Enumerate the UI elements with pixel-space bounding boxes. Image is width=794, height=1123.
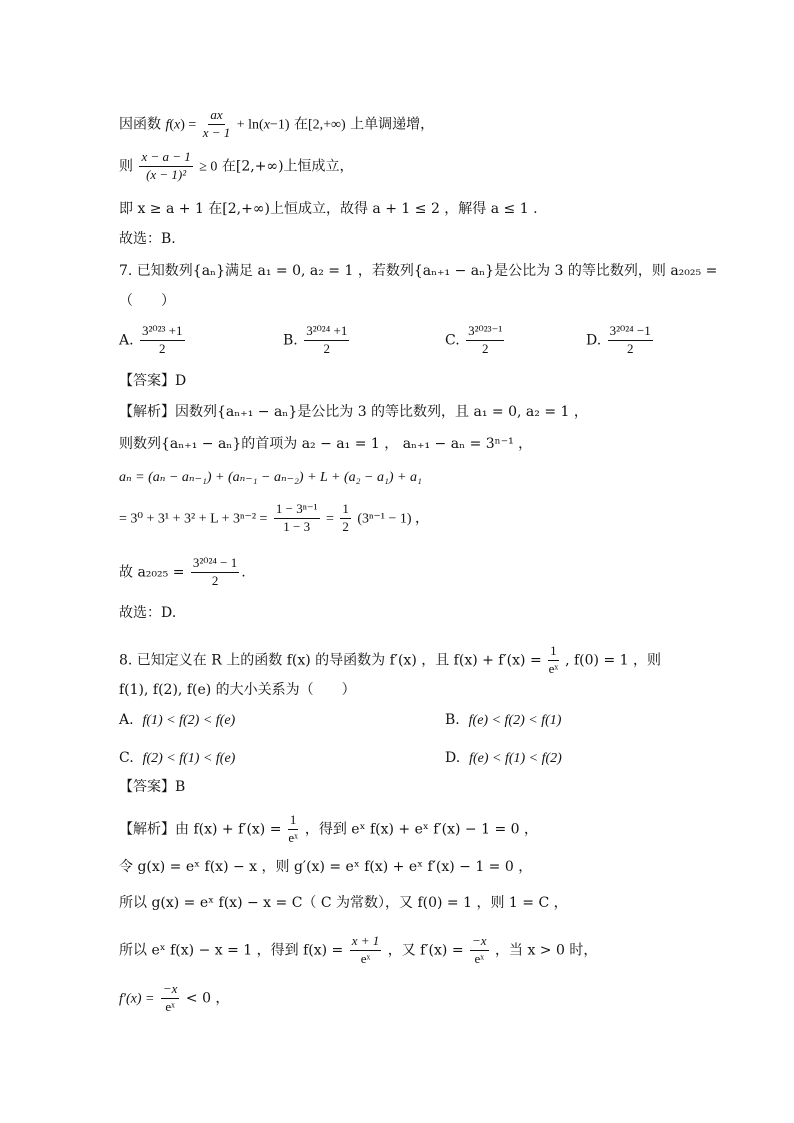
frac [288, 813, 299, 846]
letter: B. [283, 332, 298, 349]
math: ( [169, 117, 175, 133]
num: x + 1 [350, 934, 382, 951]
text: 因数列{aₙ₊₁ − aₙ}是公比为 3 的等比数列，且 a₁ = 0, a₂ = 1 ， [175, 404, 588, 420]
den: 1 − 3 [283, 518, 311, 534]
text: ，得到 eˣ f(x) + eˣ f′(x) − 1 = 0 ， [304, 821, 538, 838]
text: f′(x) = [119, 991, 155, 1007]
den: eˣ [548, 660, 559, 676]
num: −x [161, 982, 180, 999]
math: x [174, 117, 181, 133]
label: 【答案】 [119, 779, 175, 795]
text: < 0 ， [185, 990, 230, 1007]
q7-analysis-3: aₙ = (aₙ − aₙ₋₁) + (aₙ₋₁ − aₙ₋₂) + L + (a₂ − a₁) + a₁ [119, 470, 422, 485]
q7-answer [119, 374, 186, 388]
frac [140, 324, 185, 357]
text: 上单调递增， [350, 116, 435, 133]
text: 所以 eˣ f(x) − x = 1 ，得到 f(x) = [119, 942, 344, 959]
fraction-ax [203, 108, 231, 141]
num: 1 [548, 644, 559, 661]
den: 2 [626, 340, 634, 356]
text: 8. 已知定义在 R 上的函数 f(x) 的导函数为 f′(x) ，且 f(x) + f′(x) = [119, 652, 542, 669]
den: 2 [159, 340, 166, 356]
letter: A. [119, 332, 134, 349]
q7-conclusion: 故选：D. [119, 605, 177, 621]
frac [191, 556, 239, 589]
letter: A. [119, 712, 134, 728]
text: . [241, 564, 246, 581]
q7-blank: （ ） [119, 293, 175, 309]
q8-stem-2: f(1), f(2), f(e) 的大小关系为（ ） [119, 682, 356, 698]
frac [350, 934, 382, 967]
label: 【解析】 [119, 404, 175, 420]
text: , f(0) = 1 ，则 [565, 652, 661, 669]
num: 3²⁰²³ +1 [140, 324, 185, 341]
letter: C. [445, 332, 460, 349]
den: x − 1 [202, 124, 231, 140]
value: B [175, 779, 186, 795]
letter: D. [586, 332, 602, 349]
text: 故 a₂₀₂₅ = [119, 564, 185, 581]
num: 1 [288, 813, 299, 830]
q7-analysis-1 [119, 405, 588, 419]
letter: D. [445, 750, 461, 766]
text: f(2) < f(1) < f(e) [142, 751, 236, 766]
math: x [263, 117, 270, 133]
fraction-condition [139, 150, 192, 183]
math: + ln( [236, 117, 264, 133]
num: 3²⁰²⁴ −1 [608, 324, 653, 341]
q7-option-a [119, 324, 187, 357]
num: ax [208, 108, 224, 125]
text: ，又 f′(x) = [387, 942, 464, 959]
den: 2 [342, 518, 349, 534]
frac [466, 324, 504, 357]
value: D [175, 373, 187, 389]
prev-line-1 [119, 108, 434, 141]
q8-option-a [119, 713, 235, 728]
frac [274, 502, 320, 535]
num: 1 [340, 502, 351, 519]
letter: C. [119, 750, 134, 766]
text: ，当 x > 0 时， [495, 942, 598, 959]
num: 3²⁰²³⁻¹ [466, 324, 504, 341]
q8-analysis-4 [119, 934, 597, 967]
q8-analysis-5 [119, 982, 229, 1015]
q7-option-d [586, 324, 655, 357]
frac [548, 644, 559, 677]
label: 【解析】 [119, 821, 175, 838]
math-fx: f [165, 117, 170, 133]
math: = [326, 511, 334, 527]
math: ≥ 0 [199, 159, 218, 175]
q7-option-c [445, 324, 506, 357]
text: 由 f(x) + f′(x) = [175, 821, 282, 838]
frac [608, 324, 653, 357]
prev-conclusion: 故选：B. [119, 231, 176, 247]
den: eˣ [360, 950, 371, 966]
den: (x − 1)² [146, 166, 187, 182]
text: f(e) < f(2) < f(1) [468, 713, 562, 728]
text: 在 [293, 116, 308, 133]
math: [2,+∞) [307, 117, 346, 133]
den: 2 [481, 340, 489, 356]
den: 2 [323, 340, 331, 356]
text: f(e) < f(1) < f(2) [469, 751, 562, 766]
q8-option-c [119, 751, 235, 766]
frac [161, 982, 180, 1015]
text: 在[2,+∞)上恒成立， [221, 158, 354, 175]
q7-option-b [283, 324, 351, 357]
q8-analysis-2: 令 g(x) = eˣ f(x) − x ，则 g′(x) = eˣ f(x) + eˣ f′(x) − 1 = 0 ， [119, 859, 533, 875]
q8-stem-1 [119, 644, 661, 677]
text: f(1) < f(2) < f(e) [142, 713, 236, 728]
q7-stem: 7. 已知数列{aₙ}满足 a₁ = 0, a₂ = 1 ，若数列{aₙ₊₁ − aₙ}是公比为 3 的等比数列，则 a₂₀₂₅ = [119, 263, 718, 279]
text: 则 [119, 158, 133, 175]
q8-option-d [445, 751, 562, 766]
den: eˣ [165, 998, 175, 1014]
den: eˣ [288, 829, 298, 845]
den: eˣ [474, 950, 485, 966]
q7-analysis-2: 则数列{aₙ₊₁ − aₙ}的首项为 a₂ − a₁ = 1 ， aₙ₊₁ − aₙ = 3ⁿ⁻¹ ， [119, 436, 533, 452]
num: 1 − 3ⁿ⁻¹ [274, 502, 320, 519]
q8-analysis-1 [119, 813, 538, 846]
prev-line-3: 即 x ≥ a + 1 在[2,+∞)上恒成立，故得 a + 1 ≤ 2 ，解得 a ≤ 1 . [119, 201, 538, 217]
letter: B. [445, 712, 460, 728]
num: −x [470, 934, 489, 951]
math: −1) [269, 117, 290, 133]
math: ) = [180, 117, 197, 133]
prev-line-2 [119, 150, 354, 183]
text: = 3⁰ + 3¹ + 3² + L + 3ⁿ⁻² = [119, 511, 268, 527]
num: 3²⁰²⁴ − 1 [191, 556, 239, 573]
q7-analysis-5 [119, 556, 246, 589]
num: 3²⁰²⁴ +1 [304, 324, 349, 341]
q8-answer [119, 780, 185, 794]
q8-option-b [445, 713, 561, 728]
label: 【答案】 [119, 373, 175, 389]
den: 2 [211, 572, 219, 588]
q7-analysis-4 [119, 502, 429, 535]
frac [340, 502, 351, 535]
frac [304, 324, 349, 357]
text: 因函数 [119, 116, 161, 133]
frac [470, 934, 489, 967]
text: (3ⁿ⁻¹ − 1) ， [357, 511, 430, 527]
num: x − a − 1 [139, 150, 192, 167]
q8-analysis-3: 所以 g(x) = eˣ f(x) − x = C（ C 为常数），又 f(0) = 1 ，则 1 = C ， [119, 895, 568, 911]
